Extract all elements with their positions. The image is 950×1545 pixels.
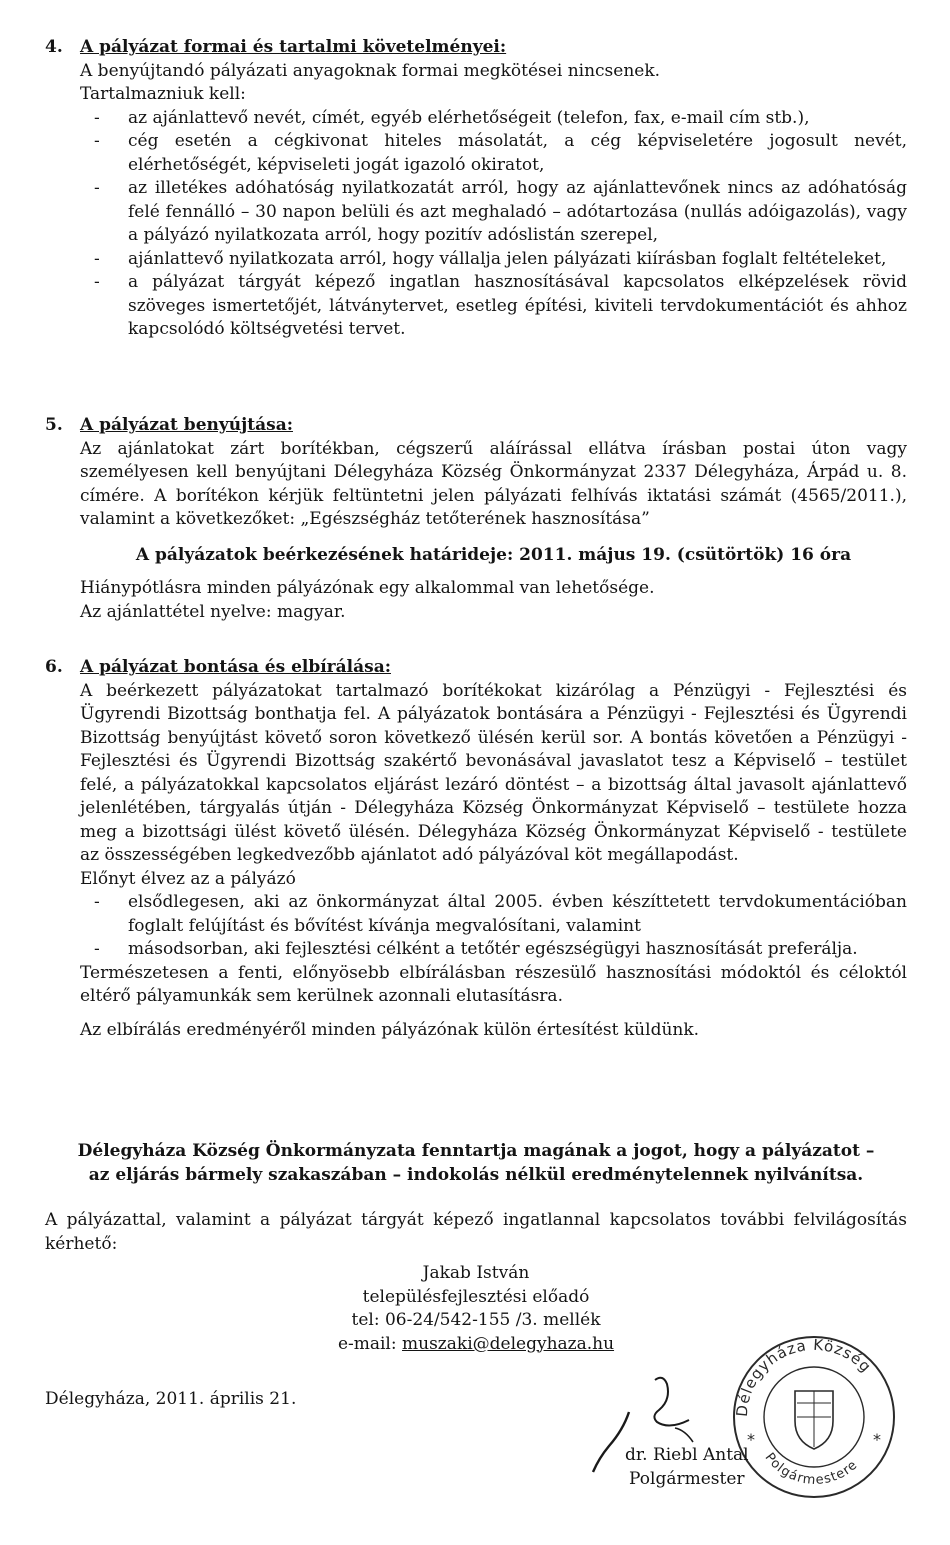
list-item: - az illetékes adóhatóság nyilatkozatát arról, hogy az ajánlattevőnek nincs az adóhatóság felé fennálló – 30 napon belüli és azt meghaladó – adótartozása (nullás adóigazolás), vagy a pályázó nyilatkozata arról, hogy pozitív adóslistán szerepel, [80,177,907,248]
stamp-top-text: Délegyháza Község [732,1335,876,1418]
official-stamp [725,1325,900,1500]
section-5-title: A pályázat benyújtása: [80,415,293,435]
signer-title: Polgármester [629,1468,745,1489]
section-6-heading [45,656,907,680]
svg-text:Délegyháza Község [733,1336,875,1418]
section-4-intro: A benyújtandó pályázati anyagoknak formai megkötései nincsenek. [80,60,661,81]
section-6-title: A pályázat bontása és elbírálása: [80,657,391,677]
signer-name: dr. Riebl Antal [625,1445,749,1465]
preference-intro: Előnyt élvez az a pályázó [80,868,296,889]
section-4-contents-label: Tartalmazniuk kell: [80,84,246,104]
notification-note: Az elbírálás eredményéről minden pályázónak külön értesítést küldünk. [80,1019,700,1040]
section-5 [45,414,907,624]
alternative-note: Természetesen a fenti, előnyösebb elbírálásban részesülő hasznosítási módoktól és céloktól eltérő pályamunkák sem kerülnek azonnali elutasításra. [80,962,907,1006]
contact-role: településfejlesztési előadó [362,1286,590,1307]
submission-paragraph: Az ajánlatokat zárt borítékban, cégszerű aláírással ellátva írásban postai úton vagy személyesen kell benyújtani Délegyháza Község Önkormányzat 2337 Délegyháza, Árpád u. 8. címére. A borítékon kérjük feltüntetni jelen pályázati felhívás iktatási számát (4565/2011.), valamint a következőket: „Egészségház tetőterének hasznosítása” [80,438,907,529]
section-4-number: 4. [45,37,63,57]
section-4-heading [45,36,907,60]
requirements-list [80,107,907,342]
info-paragraph: A pályázattal, valamint a pályázat tárgyát képező ingatlannal kapcsolatos további felvilágosítás kérhető: [45,1210,907,1254]
email-link[interactable]: muszaki@delegyhaza.hu [402,1333,615,1354]
section-4-title: A pályázat formai és tartalmi követelményei: [80,37,507,57]
email-label: e-mail: [337,1333,403,1354]
signer-block [625,1444,749,1491]
contact-phone: tel: 06-24/542-155 /3. mellék [351,1310,601,1330]
list-item: - másodsorban, aki fejlesztési célként a tetőtér egészségügyi hasznosítását preferálja. [80,938,907,962]
section-5-heading [45,414,907,438]
stamp-bottom-text: Polgármestere [761,1450,861,1489]
deadline-notice: A pályázatok beérkezésének határideje: 2011. május 19. (csütörtök) 16 óra [135,544,852,565]
list-item: - a pályázat tárgyát képező ingatlan hasznosításával kapcsolatos elképzelések rövid szöveges ismertetőjét, látványtervet, esetleg építési, kiviteli tervdokumentációt és ahhoz kapcsolódó költségvetési tervet. [80,271,907,342]
preference-list [80,891,907,962]
section-4 [45,36,907,342]
reservation-line: az eljárás bármely szakaszában – indokolás nélkül eredménytelennek nyilvánítsa. [88,1164,864,1185]
svg-text:*: * [747,1430,755,1449]
section-5-number: 5. [45,415,63,435]
list-item: - ajánlattevő nyilatkozata arról, hogy vállalja jelen pályázati kiírásban foglalt feltételeket, [80,248,907,272]
contact-name: Jakab István [422,1263,530,1283]
place-date: Délegyháza, 2011. április 21. [45,1389,297,1409]
reservation-line: Délegyháza Község Önkormányzata fenntartja magának a jogot, hogy a pályázatot – [77,1141,875,1161]
section-6-number: 6. [45,657,63,677]
missing-docs-note: Hiánypótlásra minden pályázónak egy alkalommal van lehetősége. [80,578,655,598]
section-6 [45,656,907,1042]
evaluation-paragraph: A beérkezett pályázatokat tartalmazó borítékokat kizárólag a Pénzügyi - Fejlesztési és Ügyrendi Bizottság bonthatja fel. A pályázatok bontására a Pénzügyi - Fejlesztési és Ügyrendi Bizottság benyújtást követő soron következő ülésén kerül sor. A bontás követően a Pénzügyi - Fejlesztési és Ügyrendi Bizottság szakértő bevonásával javaslatot tesz a Képviselő – testület felé, a pályázatokkal kapcsolatos eljárást lezáró döntést – a bizottság által javasolt ajánlattevő jelenlétében, tárgyalás útján - Délegyháza Község Önkormányzat Képviselő – testülete hozza meg a bizottsági ülést követő ülésén. Délegyháza Község Önkormányzat Képviselő - testülete az összességében legkedvezőbb ajánlatot adó pályázóval köt megállapodást. [80,680,907,865]
reservation-notice [45,1140,907,1187]
list-item: - az ajánlattevő nevét, címét, egyéb elérhetőségeit (telefon, fax, e-mail cím stb.), [80,107,907,131]
language-note: Az ajánlattétel nyelve: magyar. [80,601,346,622]
svg-text:*: * [873,1430,881,1449]
list-item: - elsődlegesen, aki az önkormányzat által 2005. évben készíttetett tervdokumentációban foglalt felújítást és bővítést kívánja megvalósítani, valamint [80,891,907,938]
list-item: - cég esetén a cégkivonat hiteles másolatát, a cég képviseletére jogosult nevét, elérhetőségét, képviseleti jogát igazoló okiratot, [80,130,907,177]
